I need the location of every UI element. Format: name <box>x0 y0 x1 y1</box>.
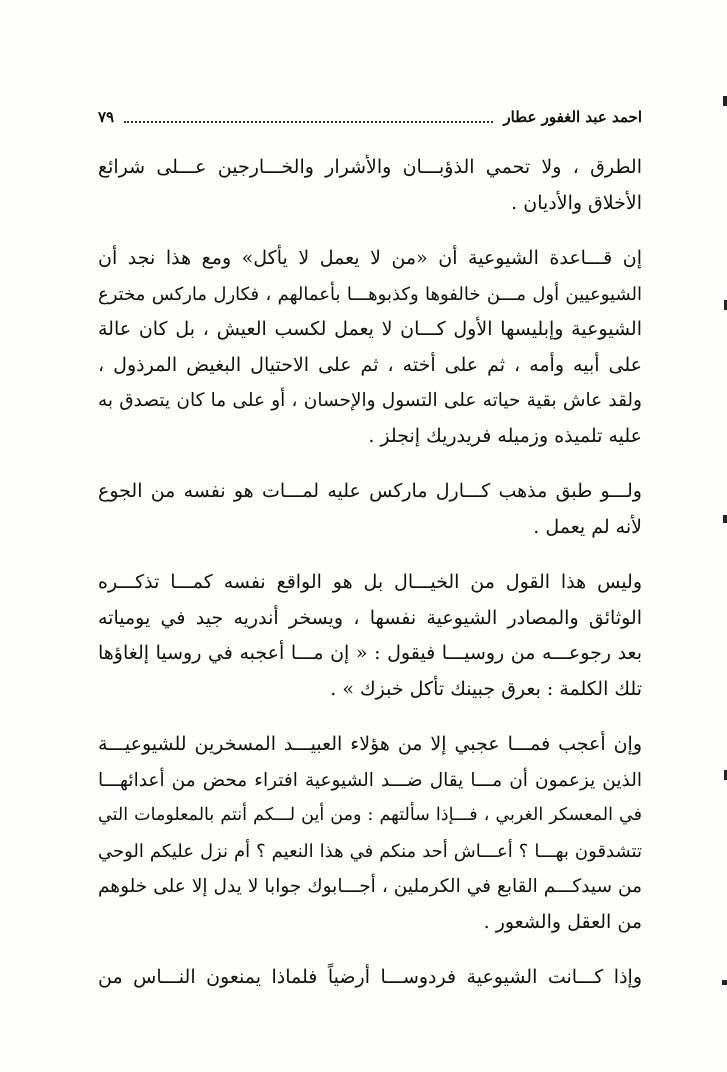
text-line: الطرق ، ولا تحمي الذؤبـــان والأشرار والخـــارجين عـــلى شرائع <box>98 156 642 178</box>
edge-mark <box>723 515 727 523</box>
text-line: تتشدقون بهـــا ؟ أعـــاش أحد منكم في هذا النعيم ؟ أم نزل عليكم الوحي <box>98 840 642 862</box>
text-line: وليس هذا القول من الخيـــال بل هو الواقع نفسه كمـــا تذكـــره <box>98 571 642 593</box>
paragraph <box>98 565 642 707</box>
body-text <box>98 150 642 1016</box>
text-line: الشيوعية وإبليسها الأول كـــان لا يعمل لكسب العيش ، بل كان عالة <box>98 318 642 340</box>
text-line: الأخلاق والأديان . <box>511 191 642 214</box>
header-author: احمد عبد الغفور عطار <box>503 108 642 126</box>
paragraph <box>98 960 642 996</box>
paragraph <box>98 241 642 454</box>
text-line: في المعسكر الغربي ، فـــإذا سألتهم : ومن أين لـــكم أنتم بالمعلومات التي <box>98 805 642 825</box>
text-line: إن قـــاعدة الشيوعية أن «من لا يعمل لا يأكل» ومع هذا نجد أن <box>98 247 642 269</box>
text-line: ولـــو طبق مذهب كـــارل ماركس عليه لمـــات هو نفسه من الجوع <box>98 480 642 502</box>
text-line: الذين يزعمون أن مـــا يقال ضـــد الشيوعية افتراء محض من أعدائهـــا <box>98 769 642 791</box>
text-line: بعد رجوعـــه من روسيـــا فيقول : « إن مـــا أعجبه في روسيا إلغاؤها <box>98 642 642 664</box>
text-line: تلك الكلمة : بعرق جبينك تأكل خبزك » . <box>330 677 642 700</box>
edge-mark <box>723 96 727 106</box>
text-line: من العقل والشعور . <box>483 910 642 933</box>
paragraph <box>98 727 642 940</box>
text-line: الشيوعيين أول مـــن خالفوها وكذبوهـــا بأعمالهم ، فكارل ماركس مخترع <box>98 283 642 305</box>
running-header <box>98 103 642 131</box>
page-number: ٧٩ <box>98 108 115 126</box>
text-line: وإذا كـــانت الشيوعية فردوســـا أرضياً فلماذا يمنعون النـــاس من <box>98 966 642 988</box>
text-line: وإن أعجب فمـــا عجبي إلا من هؤلاء العبيـــد المسخرين للشيوعيـــة <box>98 733 642 755</box>
text-line: لأنه لم يعمل . <box>533 515 642 538</box>
text-line: الوثائق والمصادر الشيوعية نفسها ، ويسخر أندريه جيد في يومياته <box>98 606 642 629</box>
text-line: عليه تلميذه وزميله فريدريك إنجلز . <box>368 424 642 447</box>
text-line: على أبيه وأمه ، ثم على أخته ، ثم على الاحتيال البغيض المرذول ، <box>98 353 642 376</box>
edge-mark <box>722 980 727 985</box>
text-line: من سيدكـــم القابع في الكرملين ، أجـــابوك جوابا لا يدل إلا على خلوهم <box>98 876 642 897</box>
paragraph <box>98 474 642 545</box>
header-dotted-leader <box>124 121 493 123</box>
paragraph <box>98 150 642 221</box>
text-line: ولقد عاش بقية حياته على التسول والإحسان ، أو على ما كان يتصدق به <box>98 390 642 411</box>
